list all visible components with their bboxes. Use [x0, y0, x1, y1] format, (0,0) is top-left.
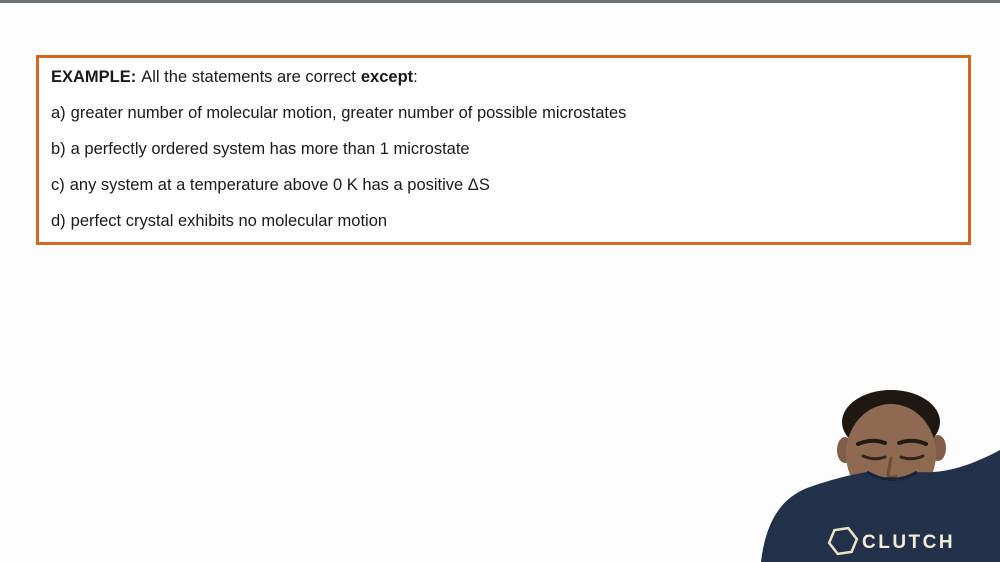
- option-a-text: greater number of molecular motion, greater number of possible microstates: [70, 104, 627, 122]
- option-c-label: c): [51, 176, 65, 194]
- instructor-video-overlay: [755, 388, 1000, 562]
- shirt-brand-text: CLUTCH: [862, 532, 956, 553]
- option-d-text: perfect crystal exhibits no molecular motion: [70, 212, 388, 230]
- option-a-label: a): [51, 104, 66, 122]
- prompt-text: All the statements are correct: [141, 68, 356, 86]
- instructor-figure: [755, 388, 1000, 562]
- question-prompt: [51, 68, 954, 86]
- option-d: [51, 212, 954, 230]
- option-b-text: a perfectly ordered system has more than 1 microstate: [70, 140, 470, 158]
- option-b: [51, 140, 954, 158]
- option-a: [51, 104, 954, 122]
- option-d-label: d): [51, 212, 66, 230]
- top-edge-bar: [0, 0, 1000, 3]
- option-c: [51, 176, 954, 194]
- prompt-suffix: :: [413, 68, 418, 86]
- example-question-box: [36, 55, 971, 245]
- example-label: EXAMPLE:: [51, 68, 137, 86]
- option-b-label: b): [51, 140, 66, 158]
- option-c-text: any system at a temperature above 0 K has a positive ΔS: [69, 176, 490, 194]
- prompt-emphasis: except: [360, 68, 414, 86]
